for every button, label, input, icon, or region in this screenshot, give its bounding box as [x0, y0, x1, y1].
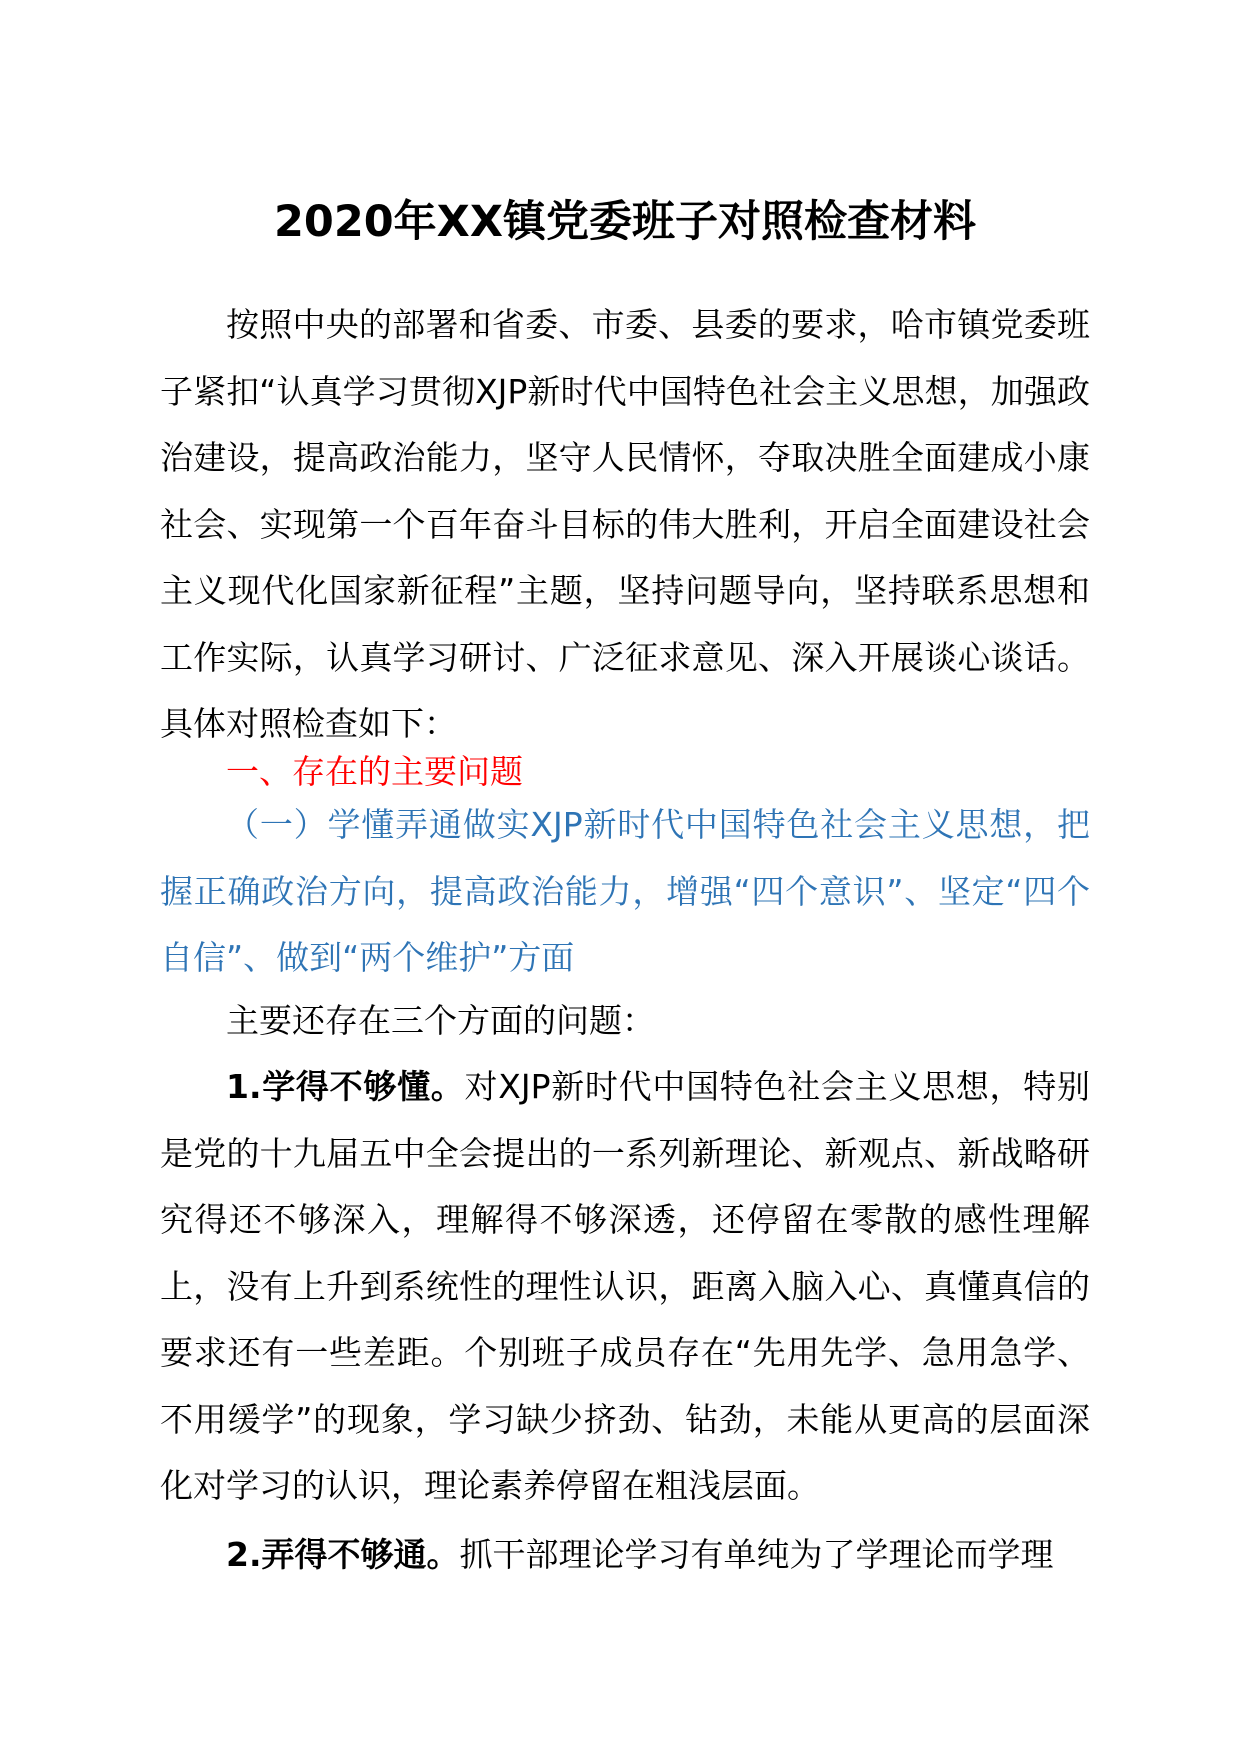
document-title: 2020年XX镇党委班子对照检查材料 — [274, 197, 976, 247]
summary-paragraph: 主要还存在三个方面的问题： — [226, 1001, 655, 1040]
subsection-heading: （一）学懂弄通做实XJP新时代中国特色社会主义思想，把握正确政治方向，提高政治能力，增强“四个意识”、坚定“四个自信”、做到“两个维护”方面 — [160, 805, 1090, 977]
item-1-text: 对XJP新时代中国特色社会主义思想，特别是党的十九届五中全会提出的一系列新理论、新观点、新战略研究得还不够深入，理解得不够深透，还停留在零散的感性理解上，没有上升到系统性的理性认识，距离入脑入心、真懂真信的要求还有一些差距。个别班子成员存在“先用先学、急用急学、不用缓学”的现象，学习缺少挤劲、钻劲，未能从更高的层面深化对学习的认识，理论素养停留在粗浅层面。 — [160, 1067, 1090, 1505]
item-2-paragraph — [160, 1522, 1090, 1589]
intro-paragraph: 按照中央的部署和省委、市委、县委的要求，哈市镇党委班子紧扣“认真学习贯彻XJP新时代中国特色社会主义思想，加强政治建设，提高政治能力，坚守人民情怀，夺取决胜全面建成小康社会、实现第一个百年奋斗目标的伟大胜利，开启全面建设社会主义现代化国家新征程”主题，坚持问题导向，坚持联系思想和工作实际，认真学习研讨、广泛征求意见、深入开展谈心谈话。具体对照检查如下： — [160, 305, 1090, 743]
section-heading: 一、存在的主要问题 — [226, 752, 523, 791]
item-2-lead: 2.弄得不够通。 — [226, 1535, 460, 1574]
item-1-lead: 1.学得不够懂。 — [226, 1067, 465, 1106]
item-1-paragraph — [160, 1054, 1090, 1520]
item-2-text: 抓干部理论学习有单纯为了学理论而学理 — [459, 1535, 1054, 1574]
